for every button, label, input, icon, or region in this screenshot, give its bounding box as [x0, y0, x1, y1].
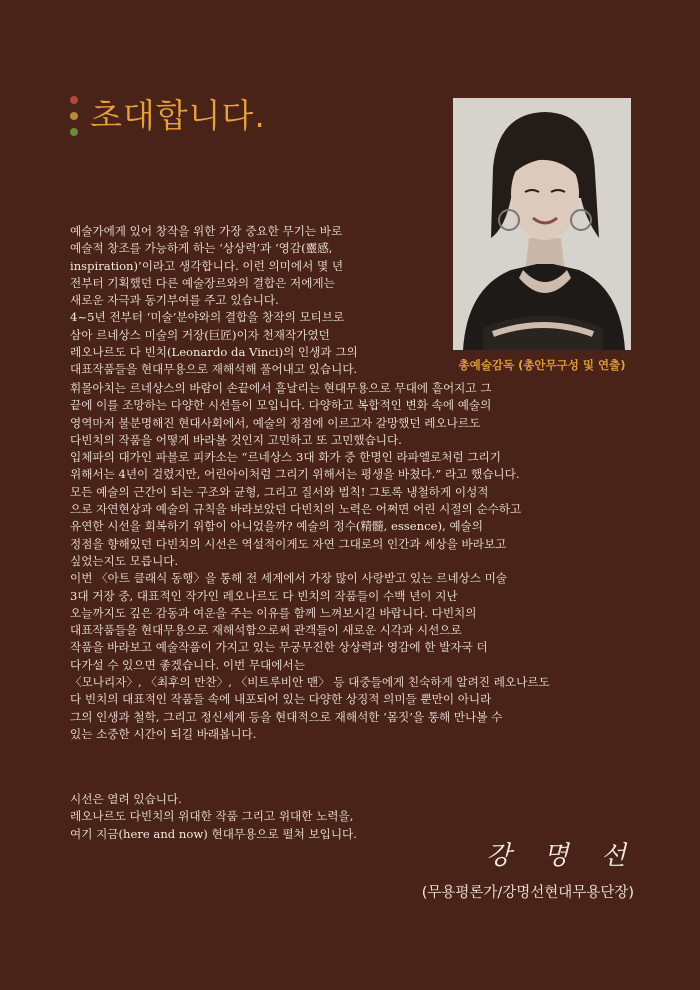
body-line: 다빈치의 작품을 어떻게 바라볼 것인지 고민하고 또 고민했습니다. [70, 432, 402, 447]
bullet-dot-red [70, 96, 78, 104]
body-line: 으로 자연현상과 예술의 규칙을 바라보았던 다빈치의 노력은 어쩌면 어린 시절의 순수하고 [70, 502, 522, 517]
intro-line: 삼아 르네상스 미술의 거장(巨匠)이자 천재작가였던 [70, 327, 330, 342]
body-line: 이번 〈아트 클래식 동행〉을 통해 전 세계에서 가장 많이 사랑받고 있는 르네상스 미술 [70, 571, 507, 586]
intro-line: 예술가에게 있어 창작을 위한 가장 중요한 무기는 바로 [70, 224, 343, 238]
body-line: 휘몰아치는 르네상스의 바람이 손끝에서 흩날리는 현대무용으로 무대에 흩어지고 그 [70, 381, 492, 395]
body-paragraph [70, 380, 636, 743]
title-bullets [70, 96, 78, 136]
body-line: 그의 인생과 철학, 그리고 정신세계 등을 현대적으로 재해석한 ‘몸짓’을 통해 만나볼 수 [70, 709, 503, 724]
body-line: 있는 소중한 시간이 되길 바래봅니다. [70, 726, 257, 741]
body-line: 영역마저 불분명해진 현대사회에서, 예술의 정점에 이르고자 갈망했던 레오나르도 [70, 415, 481, 430]
closing-line: 여기 지금(here and now) 현대무용으로 펼쳐 보입니다. [70, 826, 357, 841]
body-line: 입체파의 대가인 파블로 피카소는 “르네상스 3대 화가 중 한명인 라파엘로처럼 그리기 [70, 450, 501, 465]
closing-line: 시선은 열려 있습니다. [70, 792, 182, 806]
intro-line: inspiration)’이라고 생각합니다. 이런 의미에서 몇 년 [70, 258, 344, 273]
page-title: 초대합니다. [90, 96, 266, 135]
body-line: 끝에 이를 조망하는 다양한 시선들이 모입니다. 다양하고 복합적인 변화 속에 예술의 [70, 398, 492, 413]
intro-line: 전부터 기획했던 다른 예술장르와의 결합은 저에게는 [70, 275, 335, 290]
body-line: 모든 예술의 근간이 되는 구조와 균형, 그리고 질서와 법칙! 그토록 냉철하게 이성적 [70, 484, 489, 499]
director-portrait [453, 98, 631, 350]
body-line: 정점을 향해있던 다빈치의 시선은 역설적이게도 자연 그대로의 인간과 세상을 바라보고 [70, 536, 507, 551]
bullet-dot-green [70, 128, 78, 136]
portrait-illustration [453, 98, 631, 350]
closing-line: 레오나르도 다빈치의 위대한 작품 그리고 위대한 노력을, [70, 809, 354, 824]
body-line: 대표작품들을 현대무용으로 재해석함으로써 관객들이 새로운 시각과 시선으로 [70, 623, 462, 638]
signature-name: 강 명 선 [486, 841, 638, 871]
body-line: 〈모나리자〉, 〈최후의 만찬〉, 〈비트루비안 맨〉 등 대중들에게 친숙하게 알려진 레오나르도 [70, 675, 550, 690]
intro-line: 대표작품들을 현대무용으로 재해석해 풀어내고 있습니다. [70, 362, 358, 377]
body-line: 작품을 바라보고 예술작품이 가지고 있는 무궁무진한 상상력과 영감에 한 발자국 더 [70, 640, 488, 655]
body-line: 다가설 수 있으면 좋겠습니다. 이번 무대에서는 [70, 657, 305, 672]
intro-line: 예술적 창조를 가능하게 하는 ‘상상력’과 ‘영감(靈感, [70, 241, 333, 256]
body-line: 싶었는지도 모릅니다. [70, 553, 179, 568]
bullet-dot-gold [70, 112, 78, 120]
body-line: 유연한 시선을 회복하기 위함이 아니었을까? 예술의 정수(精髓, essence), 예술의 [70, 519, 483, 534]
intro-line: 레오나르도 다 빈치(Leonardo da Vinci)의 인생과 그의 [70, 345, 358, 360]
body-line: 3대 거장 중, 대표적인 작가인 레오나르도 다 빈치의 작품들이 수백 년이 지난 [70, 588, 458, 603]
portrait-caption: 총예술감독 (총안무구성 및 연출) [458, 358, 626, 372]
intro-line: 새로운 자극과 동기부여를 주고 있습니다. [70, 293, 279, 308]
body-line: 위해서는 4년이 걸렸지만, 어린아이처럼 그리기 위해서는 평생을 바쳤다.” 라고 했습니다. [70, 467, 520, 482]
body-line: 오늘까지도 깊은 감동과 여운을 주는 이유를 함께 느껴보시길 바랍니다. 다빈치의 [70, 605, 477, 620]
intro-line: 4~5년 전부터 ‘미술’분야와의 결합을 창작의 모티브로 [70, 310, 345, 325]
intro-paragraph [70, 223, 438, 379]
signer-title: (무용평론가/강명선현대무용단장) [421, 885, 634, 901]
title-block [70, 96, 266, 136]
body-line: 다 빈치의 대표적인 작품들 속에 내포되어 있는 다양한 상징적 의미들 뿐만이 아니라 [70, 692, 492, 707]
